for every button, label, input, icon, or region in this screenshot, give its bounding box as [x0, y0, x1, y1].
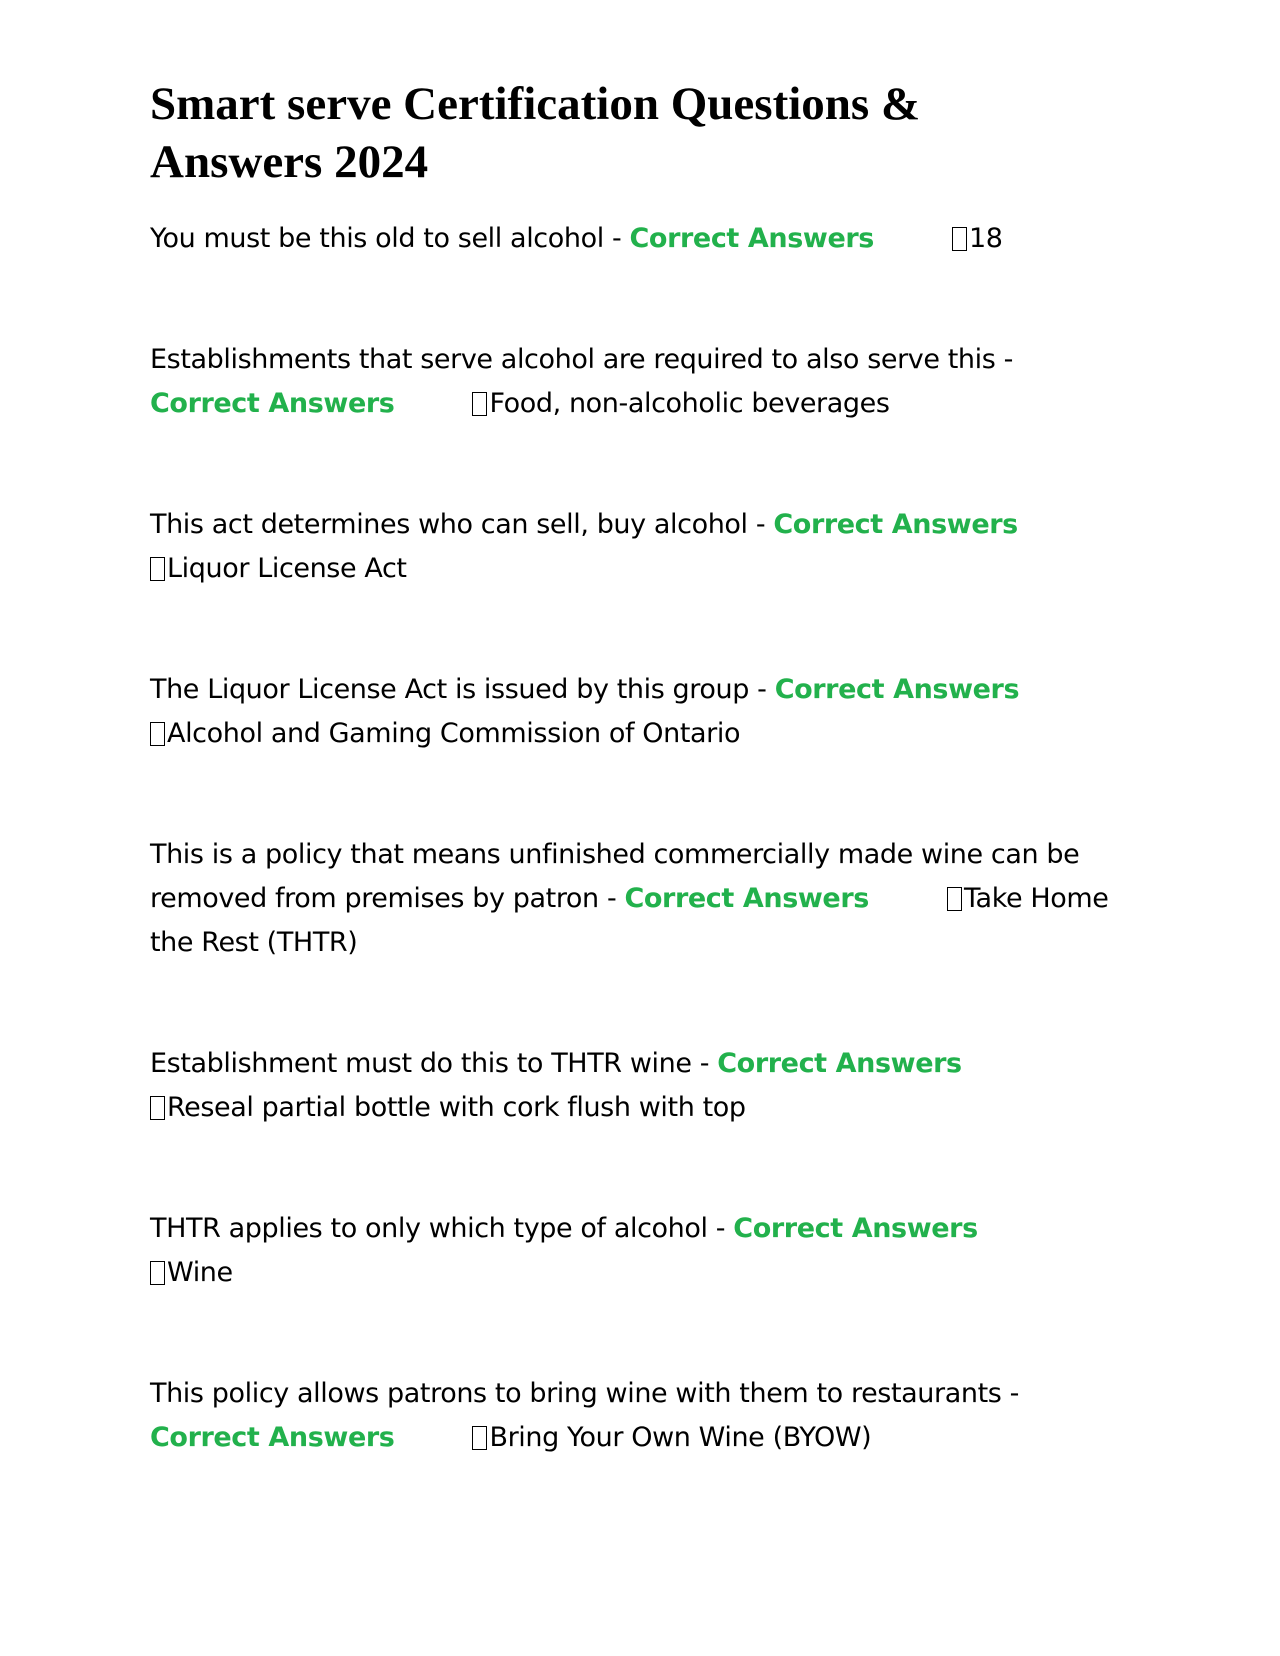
- answer-label: Correct Answers: [624, 883, 869, 914]
- question-text: This act determines who can sell, buy alcohol -: [150, 509, 766, 540]
- answer-text: Food, non-alcoholic beverages: [489, 388, 890, 419]
- question-text: Establishment must do this to THTR wine -: [150, 1048, 710, 1079]
- question-text: Establishments that serve alcohol are required to also serve this -: [150, 344, 1013, 375]
- qa-item: [150, 833, 1140, 965]
- qa-item: [150, 1042, 1140, 1130]
- qa-item: [150, 1207, 1140, 1295]
- missing-glyph-icon: [150, 557, 165, 581]
- answer-text: 18: [968, 223, 1003, 254]
- answer-label: Correct Answers: [733, 1213, 978, 1244]
- missing-glyph-icon: [947, 887, 962, 911]
- qa-item: [150, 1372, 1140, 1460]
- answer-label: Correct Answers: [150, 1422, 395, 1453]
- qa-item: [150, 503, 1140, 591]
- missing-glyph-icon: [150, 1261, 165, 1285]
- answer-text: Liquor License Act: [167, 553, 407, 584]
- missing-glyph-icon: [150, 722, 165, 746]
- question-text: This is a policy that means unfinished commercially made wine can be removed from premises by patron -: [150, 839, 1080, 914]
- answer-text: Bring Your Own Wine (BYOW): [489, 1422, 872, 1453]
- missing-glyph-icon: [472, 1426, 487, 1450]
- answer-text: Alcohol and Gaming Commission of Ontario: [167, 718, 741, 749]
- answer-text: Take Home the Rest (THTR): [150, 883, 1109, 958]
- answer-text: Wine: [167, 1257, 233, 1288]
- answer-label: Correct Answers: [717, 1048, 962, 1079]
- missing-glyph-icon: [952, 227, 967, 251]
- answer-text: Reseal partial bottle with cork flush with top: [167, 1092, 746, 1123]
- answer-label: Correct Answers: [774, 674, 1020, 705]
- answer-label: Correct Answers: [150, 388, 395, 419]
- qa-item: [150, 217, 1140, 261]
- qa-item: [150, 338, 1140, 426]
- document-body: [150, 75, 1140, 1537]
- missing-glyph-icon: [472, 392, 487, 416]
- answer-label: Correct Answers: [629, 223, 874, 254]
- question-text: THTR applies to only which type of alcohol -: [150, 1213, 726, 1244]
- question-text: You must be this old to sell alcohol -: [150, 223, 622, 254]
- question-text: The Liquor License Act is issued by this group -: [150, 674, 767, 705]
- question-text: This policy allows patrons to bring wine with them to restaurants -: [150, 1378, 1019, 1409]
- missing-glyph-icon: [150, 1096, 165, 1120]
- qa-item: [150, 668, 1140, 756]
- answer-label: Correct Answers: [773, 509, 1018, 540]
- page-title: Smart serve Certification Questions & Answers 2024: [150, 78, 921, 188]
